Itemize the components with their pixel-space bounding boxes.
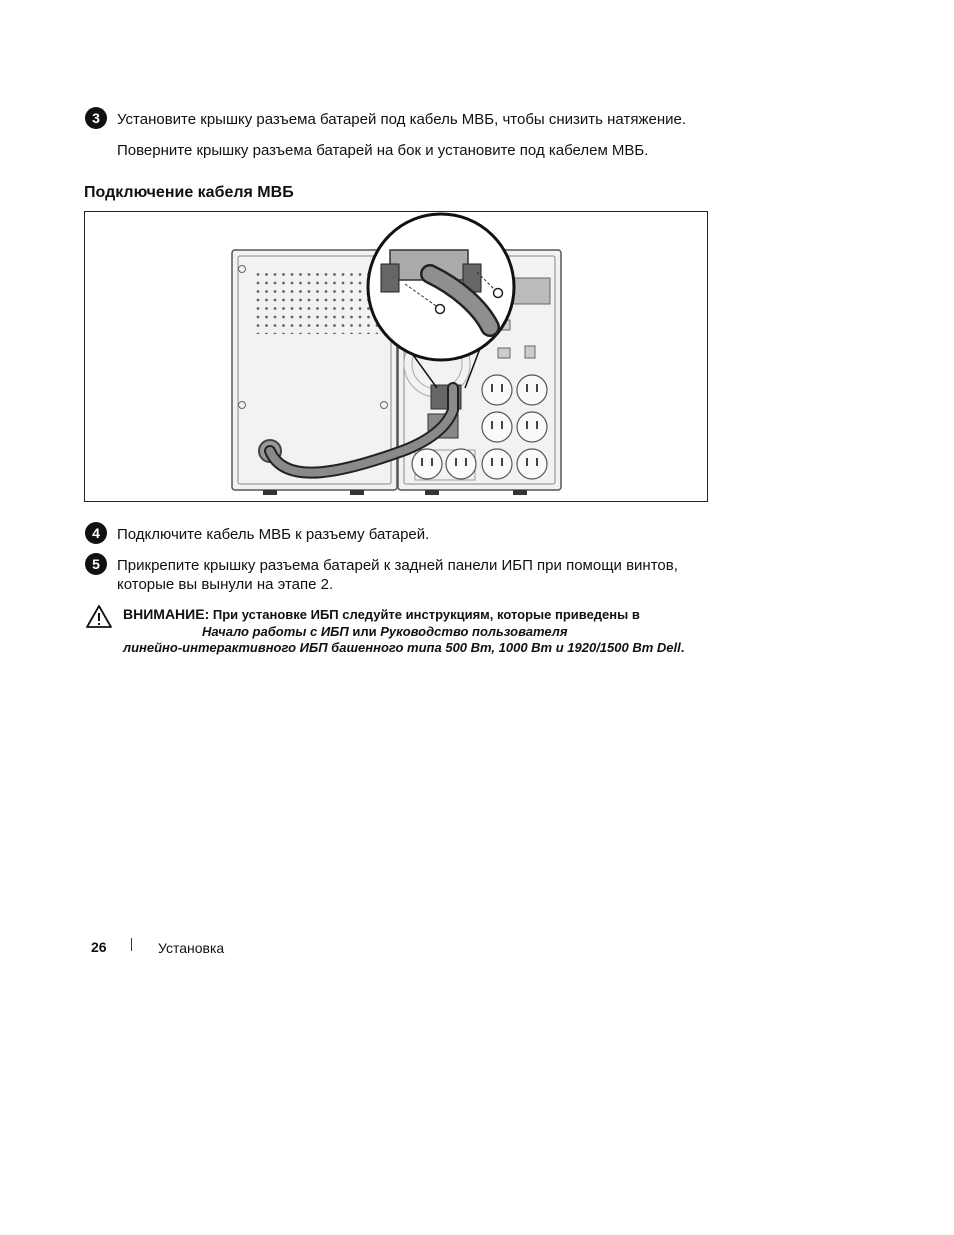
caution-or: или — [348, 624, 381, 639]
step-5-text: Прикрепите крышку разъема батарей к задней панели ИБП при помощи винтов, — [117, 557, 678, 574]
step-5-text-cont: которые вы вынули на этапе 2. — [117, 576, 334, 593]
caution-doc-title-2: Руководство пользователя — [380, 624, 568, 639]
caution-text-1: При установке ИБП следуйте инструкциям, которые приведены в — [212, 607, 640, 622]
caution-period: . — [680, 640, 685, 655]
figure-frame — [84, 211, 708, 502]
step-5-badge: 5 — [85, 553, 107, 575]
caution-doc-title-1: Начало работы с ИБП — [202, 624, 349, 639]
step-3-badge: 3 — [85, 107, 107, 129]
caution-line-2 — [202, 624, 568, 640]
warning-icon — [85, 604, 113, 629]
step-4-badge: 4 — [85, 522, 107, 544]
footer-section-name: Установка — [158, 940, 225, 956]
step-4-text: Подключите кабель МВБ к разъему батарей. — [117, 526, 430, 543]
step-3-text: Установите крышку разъема батарей под кабель МВБ, чтобы снизить натяжение. — [117, 111, 686, 128]
caution-line-3 — [123, 640, 684, 656]
page-number: 26 — [91, 939, 107, 955]
caution-line-1 — [123, 606, 640, 623]
footer-divider — [131, 938, 132, 951]
caution-doc-title-3: линейно-интерактивного ИБП башенного типа 500 Вт, 1000 Вт и 1920/1500 Вт Dell — [123, 640, 681, 655]
step-3-subtext: Поверните крышку разъема батарей на бок и установите под кабелем МВБ. — [117, 142, 649, 159]
ups-rear-panel-illustration — [85, 212, 707, 501]
section-heading: Подключение кабеля МВБ — [84, 184, 294, 201]
caution-label: ВНИМАНИЕ: — [123, 606, 210, 622]
